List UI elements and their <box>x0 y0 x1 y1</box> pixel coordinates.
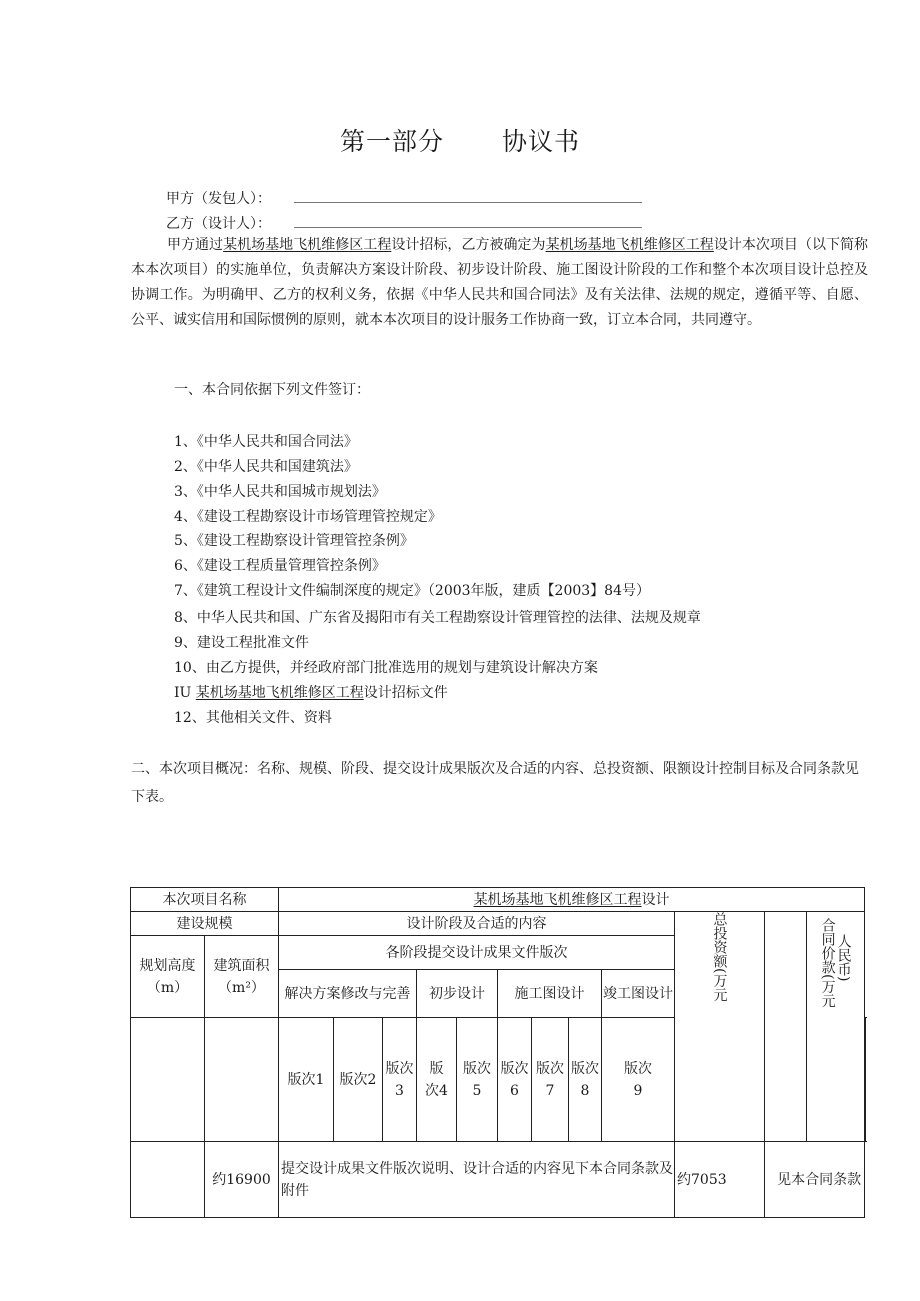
versions-note: 提交设计成果文件版次说明、设计合适的内容见下本合同条款及附件 <box>279 1142 675 1218</box>
project-overview-table <box>130 887 866 1218</box>
doc-item: 1、《中华人民共和国合同法》 <box>174 434 358 450</box>
contract-price-label: 合同价款(万元人民币) <box>807 912 865 1142</box>
intro-paragraph: 甲方通过某机场基地飞机维修区工程设计招标，乙方被确定为某机场基地飞机维修区工程设计本次项目（以下简称本本次项目）的实施单位，负责解决方案设计阶段、初步设计阶段、施工图设计阶段的工作和整个本次项目设计总控及协调工作。为明确甲、乙方的权利义务，依据《中华人民共和国合同法》及有关法律、法规的规定，遵循平等、自愿、公平、诚实信用和国际惯例的原则，就本本次项目的设计服务工作协商一致，订立本合同，共同遵守。 <box>131 237 869 328</box>
doc-item: 2、《中华人民共和国建筑法》 <box>174 459 358 475</box>
doc-item: IU 某机场基地飞机维修区工程设计招标文件 <box>174 685 448 701</box>
height-value <box>131 1018 205 1142</box>
stage-construction: 施工图设计 <box>498 970 602 1018</box>
version-cell: 版次2 <box>334 1018 383 1142</box>
scale-label: 建设规模 <box>131 912 279 936</box>
project-name-value: 某机场基地飞机维修区工程设计 <box>279 888 865 912</box>
party-a-row <box>166 188 271 208</box>
section1-heading: 一、本合同依据下列文件签订： <box>174 382 370 398</box>
doc-item: 10、由乙方提供，并经政府部门批准选用的规划与建筑设计解决方案 <box>174 660 598 676</box>
version-cell: 版次5 <box>457 1018 498 1142</box>
title-part: 第一部分 <box>339 127 444 156</box>
section2-text: 二、本次项目概况：名称、规模、阶段、提交设计成果版次及合适的内容、总投资额、限额设计控制目标及合同条款见下表。 <box>131 761 859 805</box>
party-a-label: 甲方（发包人）： <box>166 191 271 207</box>
contract-price-value: 见本合同条款 <box>765 1142 865 1218</box>
stage-preliminary: 初步设计 <box>417 970 498 1018</box>
version-cell: 版次6 <box>498 1018 532 1142</box>
versions-label: 各阶段提交设计成果文件版次 <box>279 936 675 970</box>
doc-item: 3、《中华人民共和国城市规划法》 <box>174 484 386 500</box>
area-value: 约16900 <box>205 1142 279 1218</box>
doc-item: 4、《建设工程勘察设计市场管理管控规定》 <box>174 509 442 525</box>
doc-item: 12、其他相关文件、资料 <box>174 710 332 726</box>
total-invest-value: 约7053 <box>675 1142 765 1218</box>
doc-item: 5、《建设工程勘察设计管理管控条例》 <box>174 533 414 549</box>
party-b-label: 乙方（设计人）： <box>166 216 271 232</box>
project-name-label: 本次项目名称 <box>131 888 279 912</box>
height-label: 规划高度（m） <box>131 936 205 1018</box>
party-a-blank-line <box>294 202 642 203</box>
area-label: 建筑面积（m²） <box>205 936 279 1018</box>
project-name-underlined: 某机场基地飞机维修区工程 <box>223 237 392 253</box>
page-title <box>0 122 920 158</box>
height-cell-empty <box>131 1142 205 1218</box>
blank-col <box>765 912 807 1142</box>
project-name-underlined: 某机场基地飞机维修区工程 <box>195 685 364 701</box>
version-cell: 版次4 <box>417 1018 457 1142</box>
version-cell: 版次3 <box>383 1018 417 1142</box>
stage-label: 设计阶段及合适的内容 <box>279 912 675 936</box>
project-name-underlined: 某机场基地飞机维修区工程 <box>545 237 714 253</box>
total-invest-label: 总投资额(万元 <box>675 912 765 1142</box>
party-b-blank-line <box>294 227 642 228</box>
area-value-empty <box>205 1018 279 1142</box>
version-cell: 版次9 <box>602 1018 675 1142</box>
doc-item: 9、建设工程批准文件 <box>174 635 309 651</box>
party-b-row <box>166 213 271 233</box>
stage-completion: 竣工图设计 <box>602 970 675 1018</box>
doc-item: 6、《建设工程质量管理管控条例》 <box>174 558 386 574</box>
doc-item: 8、中华人民共和国、广东省及揭阳市有关工程勘察设计管理管控的法律、法规及规章 <box>174 610 701 626</box>
stage-scheme: 解决方案修改与完善 <box>279 970 417 1018</box>
title-name: 协议书 <box>502 127 581 156</box>
version-cell: 版次7 <box>532 1018 569 1142</box>
version-cell: 版次1 <box>279 1018 334 1142</box>
version-cell: 版次8 <box>569 1018 602 1142</box>
doc-item: 7、《建筑工程设计文件编制深度的规定》（2003年版，建质【2003】84号） <box>174 583 650 599</box>
